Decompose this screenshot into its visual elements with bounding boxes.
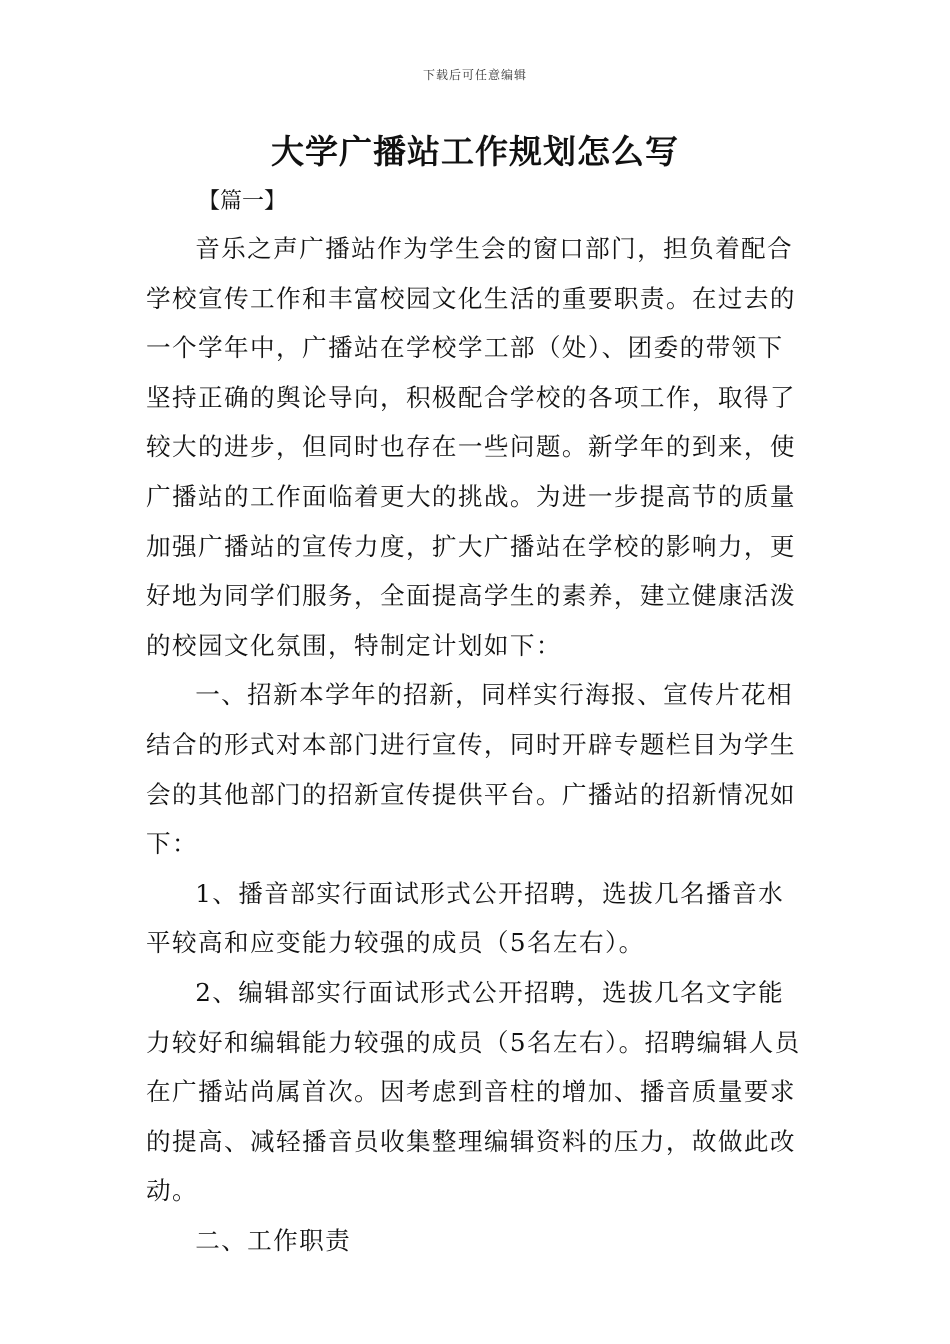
paragraph: 二、工作职责 — [195, 1225, 352, 1255]
paragraph: 一、招新本学年的招新，同样实行海报、宣传片花相结合的形式对本部门进行宣传，同时开辟专题栏目为学生会的其他部门的招新宣传提供平台。广播站的招新情况如下： — [146, 680, 796, 859]
paragraph: 音乐之声广播站作为学生会的窗口部门，担负着配合学校宣传工作和丰富校园文化生活的重要职责。在过去的一个学年中，广播站在学校学工部（处）、团委的带领下坚持正确的舆论导向，积极配合学校的各项工作，取得了较大的进步，但同时也存在一些问题。新学年的到来，使广播站的工作面临着更大的挑战。为进一步提高节的质量加强广播站的宣传力度，扩大广播站在学校的影响力，更好地为同学们服务，全面提高学生的素养，建立健康活泼的校园文化氛围，特制定计划如下： — [146, 234, 796, 660]
header-note: 下载后可任意编辑 — [422, 68, 527, 82]
paragraph: 2、编辑部实行面试形式公开招聘，选拔几名文字能力较好和编辑能力较强的成员（5名左右）。招聘编辑人员在广播站尚属首次。因考虑到音柱的增加、播音质量要求的提高、减轻播音员收集整理编辑资料的压力，故做此改动。 — [146, 977, 801, 1206]
paragraph: 1、播音部实行面试形式公开招聘，选拔几名播音水平较高和应变能力较强的成员（5名左右）。 — [146, 878, 785, 958]
document-body — [146, 224, 806, 1265]
document-title: 大学广播站工作规划怎么写 — [271, 132, 679, 171]
section-label: 【篇一】 — [198, 189, 287, 214]
